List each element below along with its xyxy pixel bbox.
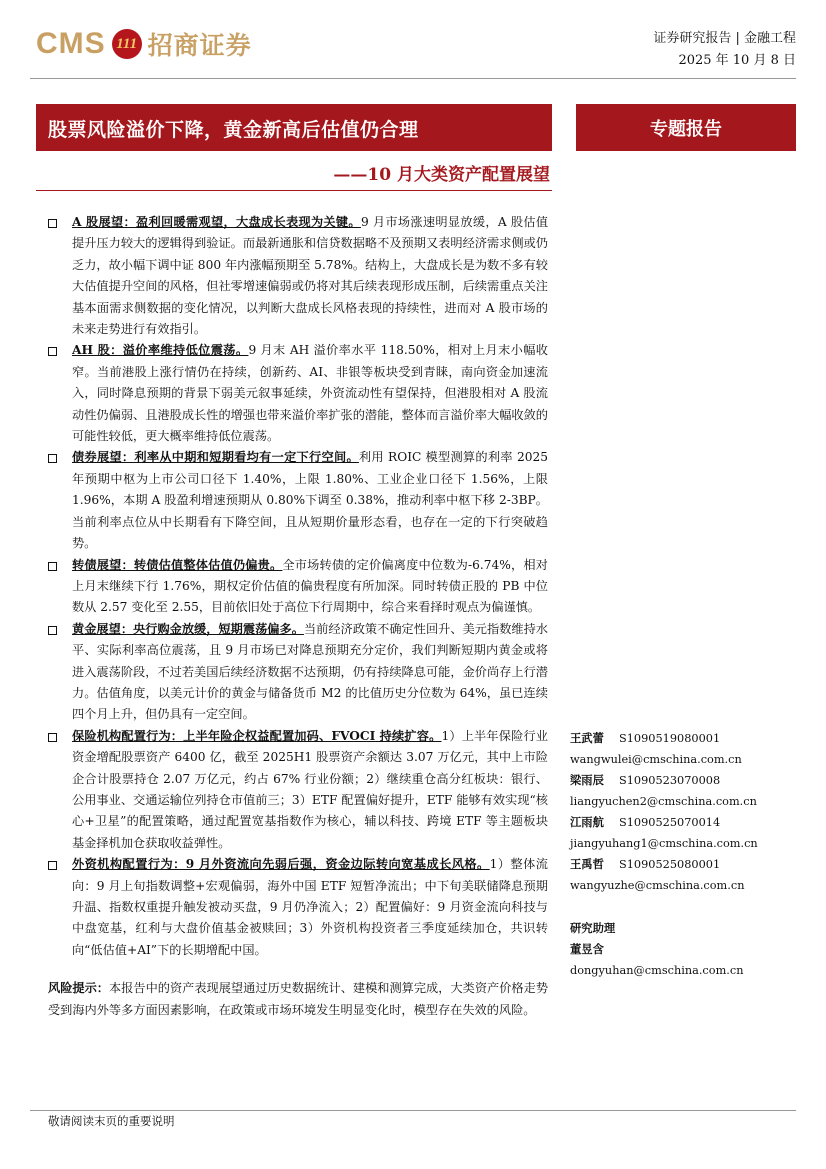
company-logo: [36, 24, 252, 64]
analyst-email: jiangyuhang1@cmschina.com.cn: [570, 837, 758, 850]
analyst-row: [570, 854, 758, 875]
footer-note: 敬请阅读末页的重要说明: [48, 1114, 175, 1128]
title-banner: [36, 104, 552, 151]
bullet-text: 1）整体流向：9 月上旬指数调整+宏观偏弱，海外中国 ETF 短暂净流出；中下旬美联储降息预期升温、指数权重提升触发被动买盘，9 月仍净流入；2）配置偏好：9 月资金流向科技与中盘宽基，红利与大盘价值基金被赎回；3）外资机构投资者三季度延续加仓，共识转向“低估值+AI”下的长期增配中国。: [72, 857, 548, 957]
bullet-convertible: [48, 555, 548, 619]
header-divider: [30, 78, 796, 79]
assistant-name: 董昱含: [570, 942, 604, 956]
bullet-heading: 黄金展望：央行购金放缓，短期震荡偏多。: [72, 621, 304, 636]
analyst-name: 王禹哲: [570, 857, 604, 871]
assistant-email: dongyuhan@cmschina.com.cn: [570, 964, 744, 977]
checkbox-bullet-icon: [48, 861, 57, 870]
analyst-cert: S1090523070008: [619, 774, 721, 787]
bullet-ah-share: [48, 340, 548, 447]
page-subtitle: ——10 月大类资产配置展望: [333, 165, 550, 185]
analyst-email: wangwulei@cmschina.com.cn: [570, 753, 742, 766]
analyst-email: liangyuchen2@cmschina.com.cn: [570, 795, 757, 808]
analyst-panel: [570, 728, 758, 981]
bullet-text: 全市场转债的定价偏离度中位数为-6.74%，相对上月末继续下行 1.76%，期权定价估值的偏贵程度有所加深。同时转债正股的 PB 中位数从 2.57 变化至 2.55，目前依旧处于高位下行周期中，综合来看择时观点为偏谨慎。: [72, 557, 548, 615]
risk-warning: [48, 978, 548, 1021]
subtitle-divider: [36, 190, 552, 191]
bullet-a-share: [48, 212, 548, 340]
bullet-heading: A 股展望：盈利回暖需观望，大盘成长表现为关键。: [72, 215, 361, 229]
bullet-text: 9 月末 AH 溢价率水平 118.50%，相对上月末小幅收窄。当前港股上涨行情仍在持续，创新药、AI、非银等板块受到青睐，南向资金加速流入，同时降息预期的背景下弱美元叙事延续，外资流动性有望保持，但港股相对 A 股流动性仍偏弱、且港股成长性的增强也带来溢价率扩张的潜能，整体而言溢价率大幅收敛的可能性较低，更大概率维持低位震荡。: [72, 343, 548, 444]
checkbox-bullet-icon: [48, 562, 57, 571]
risk-label: 风险提示：: [48, 981, 109, 996]
analyst-email: wangyuzhe@cmschina.com.cn: [570, 879, 745, 892]
report-tag-banner: [576, 104, 796, 151]
analyst-row: [570, 812, 758, 833]
bullet-heading: AH 股：溢价率维持低位震荡。: [72, 343, 249, 358]
spacer: [570, 896, 758, 918]
analyst-cert: S1090525070014: [619, 816, 721, 829]
bullet-insurance: [48, 726, 548, 854]
risk-text: 本报告中的资产表现展望通过历史数据统计、建模和测算完成，大类资产价格走势受到海内外等多方面因素影响，在政策或市场环境发生明显变化时，模型存在失效的风险。: [48, 981, 549, 1017]
analyst-name: 梁雨辰: [570, 773, 604, 787]
page-title: 股票风险溢价下降，黄金新高后估值仍合理: [48, 119, 419, 141]
bullet-bond: [48, 447, 548, 554]
bullet-gold: [48, 619, 548, 726]
bullet-text: 9 月市场涨速明显放缓，A 股估值提升压力较大的逻辑得到验证。而最新通胀和信贷数据略不及预期又表明经济需求侧或仍乏力，故小幅下调中证 800 年内涨幅预期至 5.78%。结构上，大盘成长是为数不多有较大估值提升空间的风格，但社零增速偏弱或仍将对其后续表现形成压制，后续需重点关注基本面需求侧数据的变化情况，以判断大盘成长风格表现的持续性，进而对 A 股市场的未来走势进行有效指引。: [72, 215, 549, 337]
analyst-row: [570, 770, 758, 791]
report-date: 2025 年 10 月 8 日: [678, 53, 796, 68]
header-meta: [653, 28, 796, 72]
assistant-label: 研究助理: [570, 921, 616, 935]
bullet-heading: 保险机构配置行为：上半年险企权益配置加码、FVOCI 持续扩容。: [72, 728, 442, 743]
analyst-cert: S1090519080001: [619, 732, 721, 745]
report-tag: 专题报告: [650, 119, 722, 140]
bullet-text: 利用 ROIC 模型测算的利率 2025 年预期中枢为上市公司口径下 1.40%，上限 1.80%、工业企业口径下 1.56%，上限 1.96%，本期 A 股盈利增速预期从 0.80%下调至 0.38%，推动利率中枢下移 2-3BP。当前利率点位从中长期看有下降空间，且从短期价量形态看，也存在一定的下行突破趋势。: [72, 450, 548, 551]
checkbox-bullet-icon: [48, 733, 57, 742]
bullet-foreign: [48, 854, 548, 961]
analyst-cert: S1090525080001: [619, 858, 721, 871]
analyst-name: 王武蕾: [570, 731, 604, 745]
bullet-heading: 外资机构配置行为：9 月外资流向先弱后强，资金边际转向宽基成长风格。: [72, 857, 490, 872]
analyst-row: [570, 728, 758, 749]
summary-content: [48, 212, 548, 1033]
analyst-name: 江雨航: [570, 815, 604, 829]
logo-company-name: 招商证券: [147, 31, 252, 60]
checkbox-bullet-icon: [48, 219, 57, 228]
bullet-heading: 债券展望：利率从中期和短期看均有一定下行空间。: [72, 450, 359, 465]
checkbox-bullet-icon: [48, 454, 57, 463]
bullet-text: 1）上半年保险行业资金增配股票资产 6400 亿，截至 2025H1 股票资产余额达 3.07 万亿元，其中上市险企合计股票持仓 2.07 万亿元，约占 67% 行业份额；2）继续重仓高分红板块：银行、公用事业、交通运输位列持仓市值前三；3）ETF 配置偏好提升，ETF 能够有效实现“核心+卫星”的配置策略，通过配置宽基指数作为核心，辅以科技、跨境 ETF 等主题板块基金择机加仓获取收益弹性。: [72, 728, 548, 850]
report-type: 证券研究报告 | 金融工程: [653, 31, 796, 46]
bullet-heading: 转债展望：转债估值整体估值仍偏贵。: [72, 557, 283, 572]
checkbox-bullet-icon: [48, 626, 57, 635]
footer-divider: [30, 1110, 796, 1111]
checkbox-bullet-icon: [48, 347, 57, 356]
bullet-text: 当前经济政策不确定性回升、美元指数维持水平、实际利率高位震荡，且 9 月市场已对降息预期充分定价，我们判断短期内黄金或将进入震荡阶段，不过若美国后续经济数据不达预期，仍有持续降息可能，金价尚存上行潜力。估值角度，以美元计价的黄金与储备货币 M2 的比值历史分位数为 64%，虽已连续四个月上升，但仍具有一定空间。: [72, 621, 548, 722]
logo-badge-icon: 111: [112, 29, 142, 59]
logo-cms-text: CMS: [36, 27, 106, 60]
